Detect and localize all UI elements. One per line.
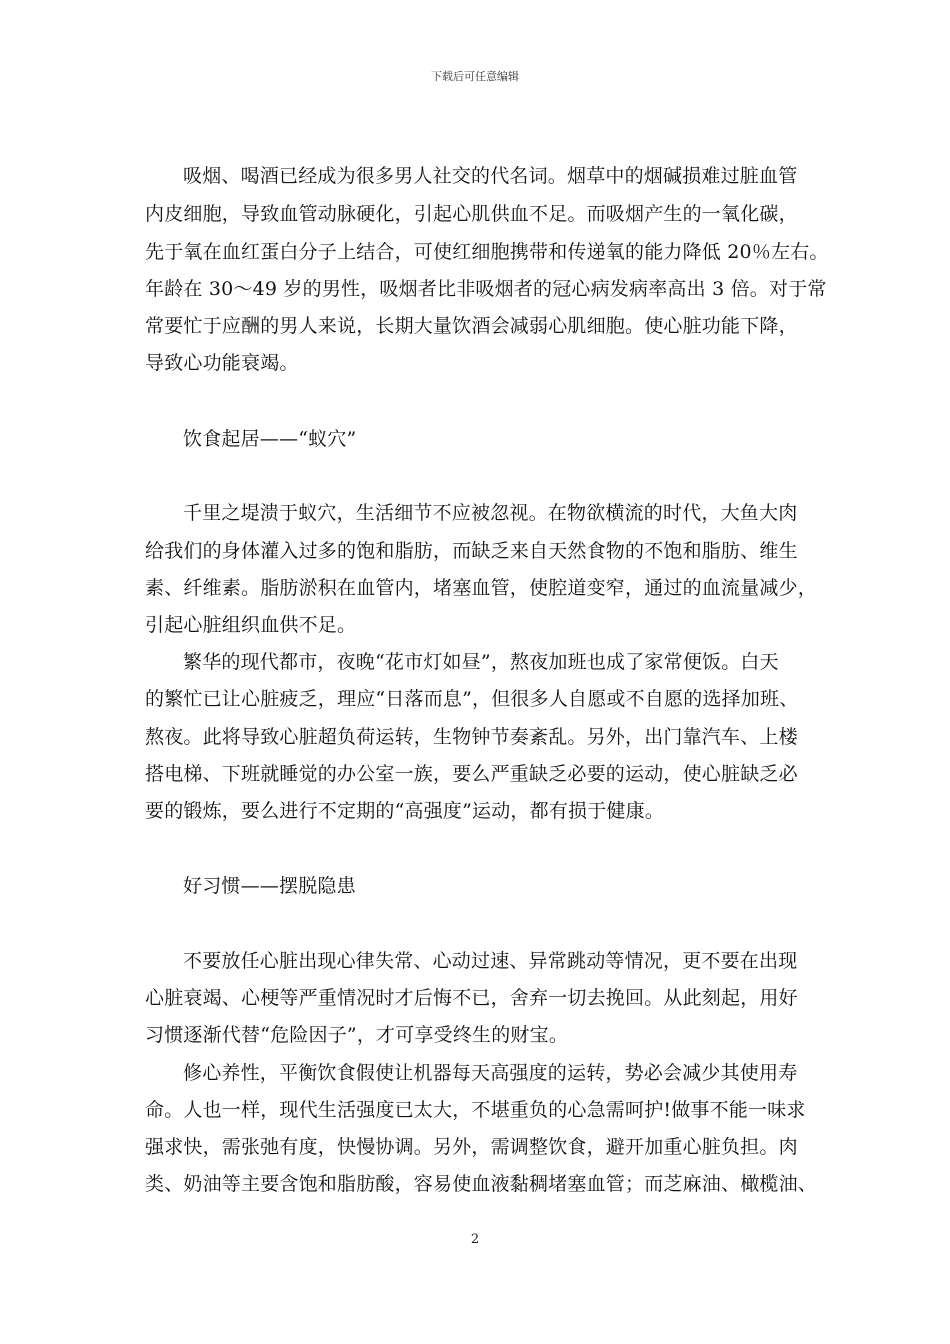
section-heading: 饮食起居——“蚁穴” <box>183 428 357 450</box>
paragraph-line: 引起心脏组织血供不足。 <box>145 614 357 636</box>
paragraph-line: 内皮细胞，导致血管动脉硬化，引起心肌供血不足。而吸烟产生的一氧化碳， <box>145 203 798 225</box>
paragraph-line: 搭电梯、下班就睡觉的办公室一族，要么严重缺乏必要的运动，使心脏缺乏必 <box>145 763 798 785</box>
paragraph-line: 常要忙于应酬的男人来说，长期大量饮酒会减弱心肌细胞。使心脏功能下降， <box>145 315 798 337</box>
paragraph-line: 给我们的身体灌入过多的饱和脂肪，而缺乏来自天然食物的不饱和脂肪、维生 <box>145 540 798 562</box>
section-heading: 好习惯——摆脱隐患 <box>183 875 356 897</box>
paragraph-line: 命。人也一样，现代生活强度已太大，不堪重负的心急需呵护!做事不能一味求 <box>145 1099 806 1121</box>
paragraph-line: 不要放任心脏出现心律失常、心动过速、异常跳动等情况，更不要在出现 <box>183 950 798 972</box>
paragraph-line: 导致心功能衰竭。 <box>145 352 299 374</box>
page-number: 2 <box>470 1232 480 1247</box>
paragraph-line: 千里之堤溃于蚁穴，生活细节不应被忽视。在物欲横流的时代，大鱼大肉 <box>183 502 798 524</box>
paragraph-line: 心脏衰竭、心梗等严重情况时才后悔不已，舍弃一切去挽回。从此刻起，用好 <box>145 987 798 1009</box>
paragraph-line: 熬夜。此将导致心脏超负荷运转，生物钟节奏紊乱。另外，出门靠汽车、上楼 <box>145 726 798 748</box>
paragraph-line: 类、奶油等主要含饱和脂肪酸，容易使血液黏稠堵塞血管；而芝麻油、橄榄油、 <box>145 1173 818 1195</box>
paragraph-line: 吸烟、喝酒已经成为很多男人社交的代名词。烟草中的烟碱损难过脏血管 <box>183 165 798 187</box>
paragraph-line: 修心养性，平衡饮食假使让机器每天高强度的运转，势必会减少其使用寿 <box>183 1062 798 1084</box>
paragraph-line: 要的锻炼，要么进行不定期的“高强度”运动，都有损于健康。 <box>145 800 665 822</box>
paragraph-line: 繁华的现代都市，夜晚“花市灯如昼”，熬夜加班也成了家常便饭。白天 <box>183 651 779 673</box>
paragraph-line: 年龄在 30～49 岁的男性，吸烟者比非吸烟者的冠心病发病率高出 3 倍。对于常 <box>145 278 827 300</box>
paragraph-line: 素、纤维素。脂肪淤积在血管内，堵塞血管，使腔道变窄，通过的血流量减少， <box>145 577 818 599</box>
paragraph-line: 习惯逐渐代替“危险因子”，才可享受终生的财宝。 <box>145 1024 569 1046</box>
paragraph-line: 强求快，需张弛有度，快慢协调。另外，需调整饮食，避开加重心脏负担。肉 <box>145 1136 798 1158</box>
paragraph-line: 的繁忙已让心脏疲乏，理应“日落而息”，但很多人自愿或不自愿的选择加班、 <box>145 688 799 710</box>
paragraph-line: 先于氧在血红蛋白分子上结合，可使红细胞携带和传递氧的能力降低 20％左右。 <box>145 241 829 263</box>
page-header: 下载后可任意编辑 <box>431 70 519 83</box>
